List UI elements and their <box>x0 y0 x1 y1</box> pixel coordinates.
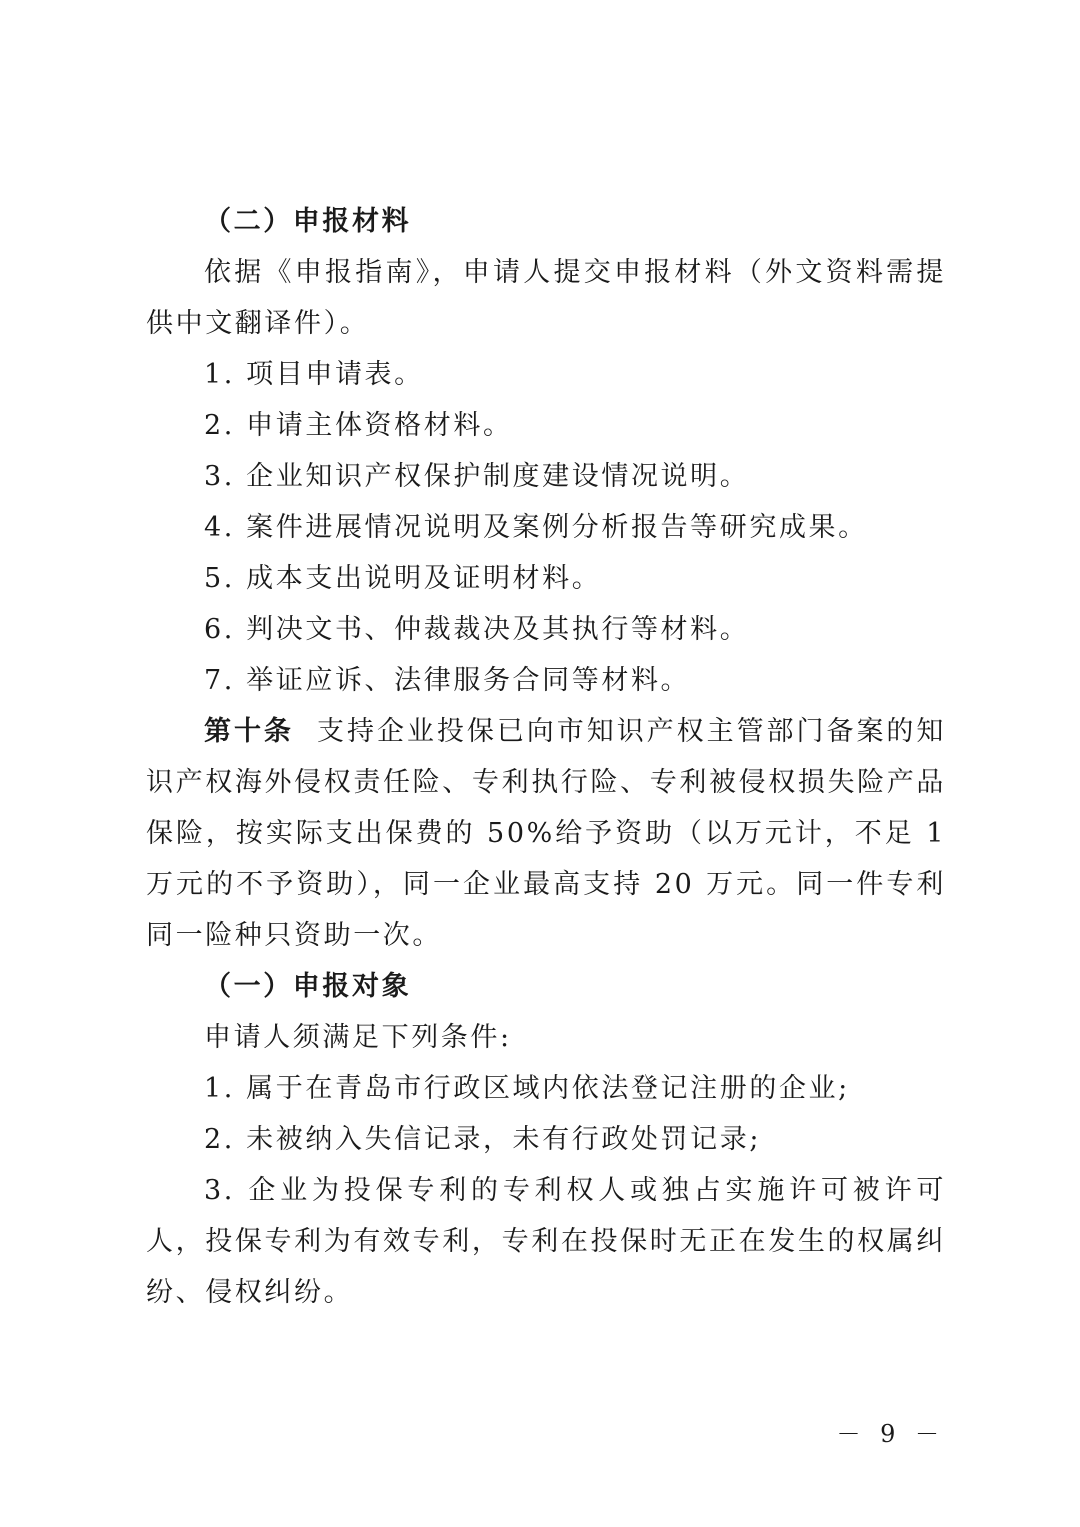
materials-item: 2. 申请主体资格材料。 <box>204 410 513 441</box>
materials-item: 3. 企业知识产权保护制度建设情况说明。 <box>204 461 750 492</box>
page-number: － 9 － <box>836 1420 945 1448</box>
applicants-condition: 1. 属于在青岛市行政区域内依法登记注册的企业; <box>204 1073 850 1104</box>
section-heading-materials: （二）申报材料 <box>204 206 412 237</box>
applicants-condition: 3. 企业为投保专利的专利权人或独占实施许可被许可人，投保专利为有效专利，专利在投保时无正在发生的权属纠纷、侵权纠纷。 <box>146 1175 946 1308</box>
materials-item: 4. 案件进展情况说明及案例分析报告等研究成果。 <box>204 512 868 543</box>
materials-intro: 依据《申报指南》，申请人提交申报材料（外文资料需提供中文翻译件）。 <box>146 257 946 339</box>
article-10-paragraph <box>146 706 946 961</box>
article-10-text: 支持企业投保已向市知识产权主管部门备案的知识产权海外侵权责任险、专利执行险、专利被侵权损失险产品保险，按实际支出保费的 50%给予资助（以万元计，不足 1 万元的不予资助），同一企业最高支持 20 万元。同一件专利同一险种只资助一次。 <box>146 716 946 951</box>
materials-item: 5. 成本支出说明及证明材料。 <box>204 563 602 594</box>
document-body <box>146 196 946 1318</box>
applicants-intro: 申请人须满足下列条件: <box>204 1022 512 1053</box>
materials-item: 1. 项目申请表。 <box>204 359 424 390</box>
materials-item: 7. 举证应诉、法律服务合同等材料。 <box>204 665 691 696</box>
article-10-label: 第十条 <box>204 716 294 747</box>
applicants-condition: 2. 未被纳入失信记录，未有行政处罚记录; <box>204 1124 762 1155</box>
section-heading-applicants: （一）申报对象 <box>204 971 412 1002</box>
materials-item: 6. 判决文书、仲裁裁决及其执行等材料。 <box>204 614 750 645</box>
